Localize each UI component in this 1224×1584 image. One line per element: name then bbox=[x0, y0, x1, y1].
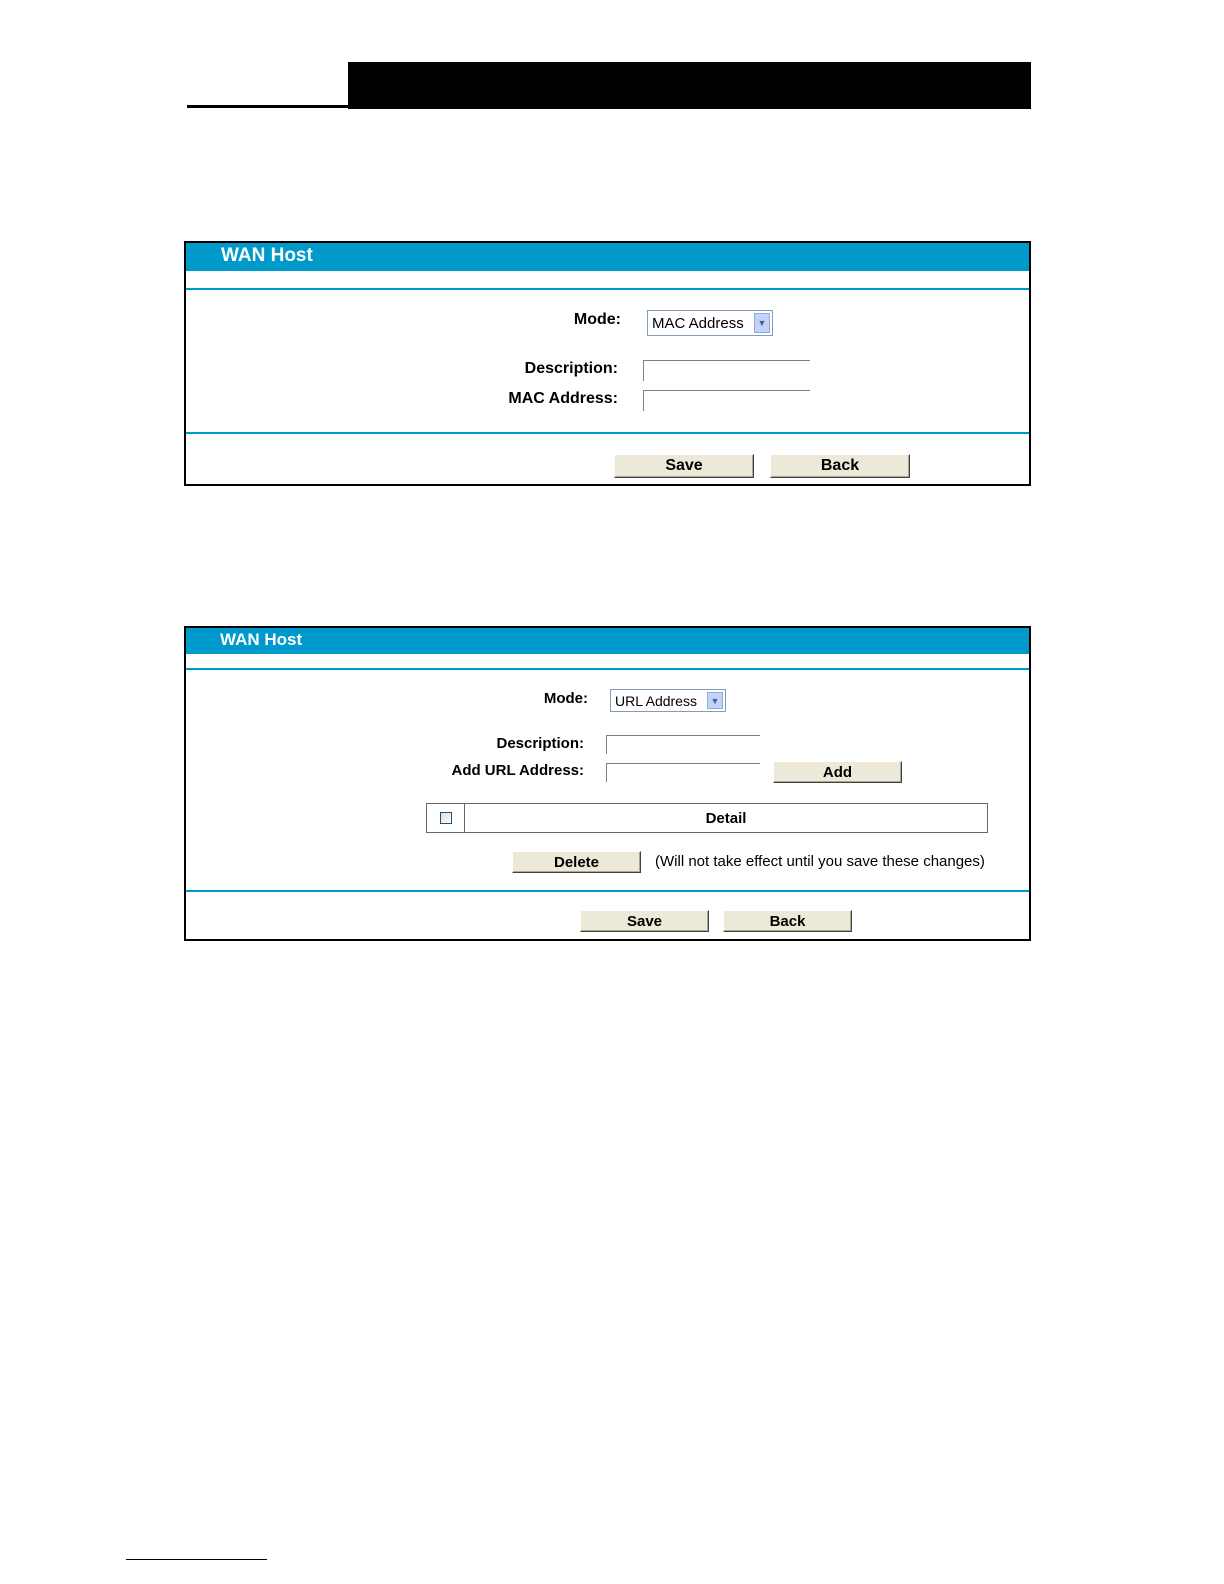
url-address-input[interactable] bbox=[606, 763, 760, 782]
wan-host-panel-mac bbox=[184, 241, 1031, 486]
mode-select[interactable] bbox=[647, 310, 773, 336]
mode-select[interactable] bbox=[610, 689, 726, 712]
footer-separator bbox=[186, 890, 1029, 892]
chevron-down-icon[interactable]: ▼ bbox=[754, 313, 770, 333]
header-rule bbox=[187, 105, 348, 108]
back-button[interactable]: Back bbox=[770, 454, 910, 478]
description-input[interactable] bbox=[643, 360, 810, 381]
select-all-cell bbox=[427, 804, 465, 832]
header-bar bbox=[348, 62, 1031, 109]
mac-address-input[interactable] bbox=[643, 390, 810, 411]
wan-host-panel-url bbox=[184, 626, 1031, 941]
mode-selected-value: URL Address bbox=[615, 692, 697, 709]
save-button[interactable]: Save bbox=[580, 910, 709, 932]
mode-selected-value: MAC Address bbox=[652, 314, 744, 332]
footer-separator bbox=[186, 432, 1029, 434]
mode-label: Mode: bbox=[543, 690, 588, 707]
select-all-checkbox[interactable] bbox=[440, 812, 452, 824]
mac-address-label: MAC Address: bbox=[508, 390, 618, 407]
delete-note: (Will not take effect until you save these changes) bbox=[655, 853, 985, 870]
delete-button[interactable]: Delete bbox=[512, 851, 641, 873]
back-button[interactable]: Back bbox=[723, 910, 852, 932]
panel-title: WAN Host bbox=[186, 628, 1029, 654]
url-detail-table bbox=[426, 803, 988, 833]
detail-column-header: Detail bbox=[705, 809, 747, 827]
footer-rule bbox=[126, 1559, 267, 1560]
add-button[interactable]: Add bbox=[773, 761, 902, 783]
save-button[interactable]: Save bbox=[614, 454, 754, 478]
description-label: Description: bbox=[496, 735, 584, 752]
description-label: Description: bbox=[524, 360, 618, 377]
title-separator bbox=[186, 288, 1029, 290]
title-separator bbox=[186, 668, 1029, 670]
mode-label: Mode: bbox=[573, 311, 621, 328]
chevron-down-icon[interactable]: ▼ bbox=[707, 692, 723, 709]
description-input[interactable] bbox=[606, 735, 760, 754]
panel-title: WAN Host bbox=[186, 243, 1029, 271]
url-address-label: Add URL Address: bbox=[451, 762, 584, 779]
